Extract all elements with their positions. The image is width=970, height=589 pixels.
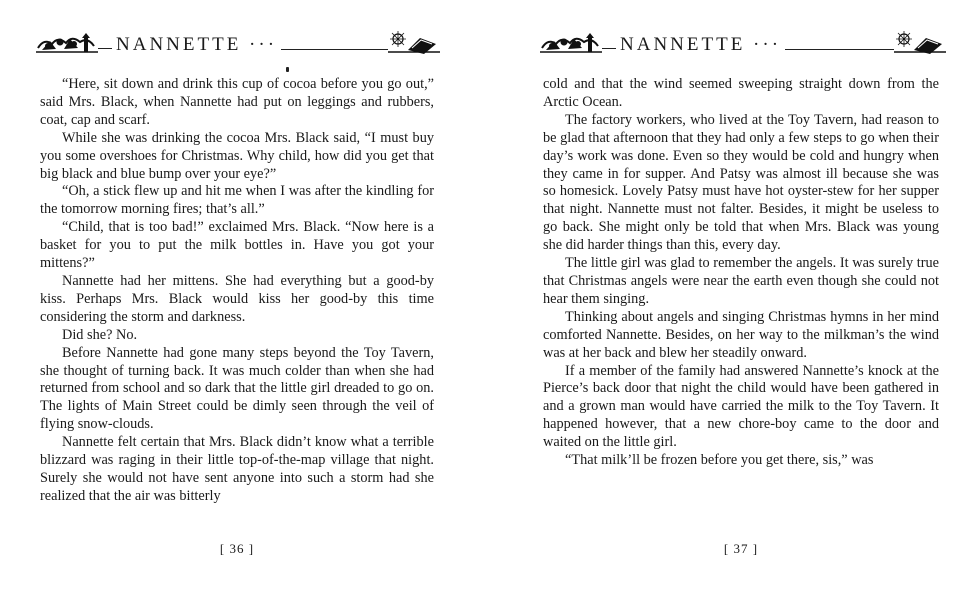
- paragraph: Did she? No.: [62, 326, 138, 343]
- holly-ornament-icon: [36, 30, 98, 56]
- paragraph: Thinking about angels and singing Christmas hymns in her mind comforted Nannette. Besides, on her way to the milkman’s the wind was at her back and blew her steadily onward.: [543, 308, 939, 361]
- paragraph: “Here, sit down and drink this cup of cocoa before you go out,” said Mrs. Black, when Nannette had put on leggings and rubbers, coat, cap and scarf.: [40, 76, 434, 128]
- paragraph: “That milk’ll be frozen before you get there, sis,” was: [565, 452, 874, 469]
- holly-ornament-icon: [540, 30, 602, 56]
- paragraph: Nannette had her mittens. She had everything but a good-by kiss. Perhaps Mrs. Black would kiss her good-by this time considering the storm and darkness.: [40, 272, 434, 325]
- header-title: NANNETTE ···: [620, 34, 782, 55]
- book-ornament-icon: [894, 30, 946, 56]
- paragraph: “Oh, a stick flew up and hit me when I was after the kindling for the tomorrow morning fires; that’s all.”: [40, 183, 434, 218]
- paragraph: Nannette felt certain that Mrs. Black didn’t know what a terrible blizzard was raging in their little top-of-the-map village that night. Surely she would not have sent anyone into such a storm had she realized that the air was bitterly: [40, 434, 434, 504]
- paragraph: “Child, that is too bad!” exclaimed Mrs. Black. “Now here is a basket for you to put the milk bottles in. Have you got your mittens?”: [40, 219, 434, 272]
- body-text: [543, 76, 939, 470]
- body-text: [40, 76, 434, 506]
- book-ornament-icon: [388, 30, 440, 56]
- header-title: NANNETTE ···: [116, 34, 278, 55]
- right-page: [485, 0, 970, 589]
- paragraph: Before Nannette had gone many steps beyond the Toy Tavern, she thought of turning back. It was much colder than when she had returned from school and so dark that the little girl dreaded to go on. The lights of Main Street could be dimly seen through the veil of flying snow-clouds.: [40, 344, 434, 433]
- page-number: [ 36 ]: [219, 541, 255, 556]
- running-header: [36, 30, 440, 56]
- page-number: [ 37 ]: [723, 541, 759, 556]
- paragraph: The factory workers, who lived at the Toy Tavern, had reason to be glad that afternoon that they had only a few steps to go when their day’s work was done. Even so they would be cold and hungry when they came in for supper. And Patsy was almost ill because she was so homesick. Lovely Patsy must have hot oyster-stew for her supper that night. Nannette must not falter. Besides, it might be useless to go back. She might only be told that when Mrs. Black was young she did harder things than this, every day.: [543, 111, 939, 254]
- ink-mark: [286, 67, 289, 72]
- paragraph: cold and that the wind seemed sweeping straight down from the Arctic Ocean.: [543, 76, 939, 110]
- paragraph: If a member of the family had answered Nannette’s knock at the Pierce’s back door that night the child would have been gathered in and a grown man would have carried the milk to the Toy Tavern. It happened however, that a new chore-boy came to the door and waited on the little girl.: [543, 362, 939, 451]
- paragraph: While she was drinking the cocoa Mrs. Black said, “I must buy you some overshoes for Christmas. Why child, how did you get that big black and blue bump over your eye?”: [40, 129, 434, 182]
- paragraph: The little girl was glad to remember the angels. It was surely true that Christmas angels were near the earth even though she could not hear them singing.: [543, 255, 939, 307]
- running-header: [540, 30, 946, 56]
